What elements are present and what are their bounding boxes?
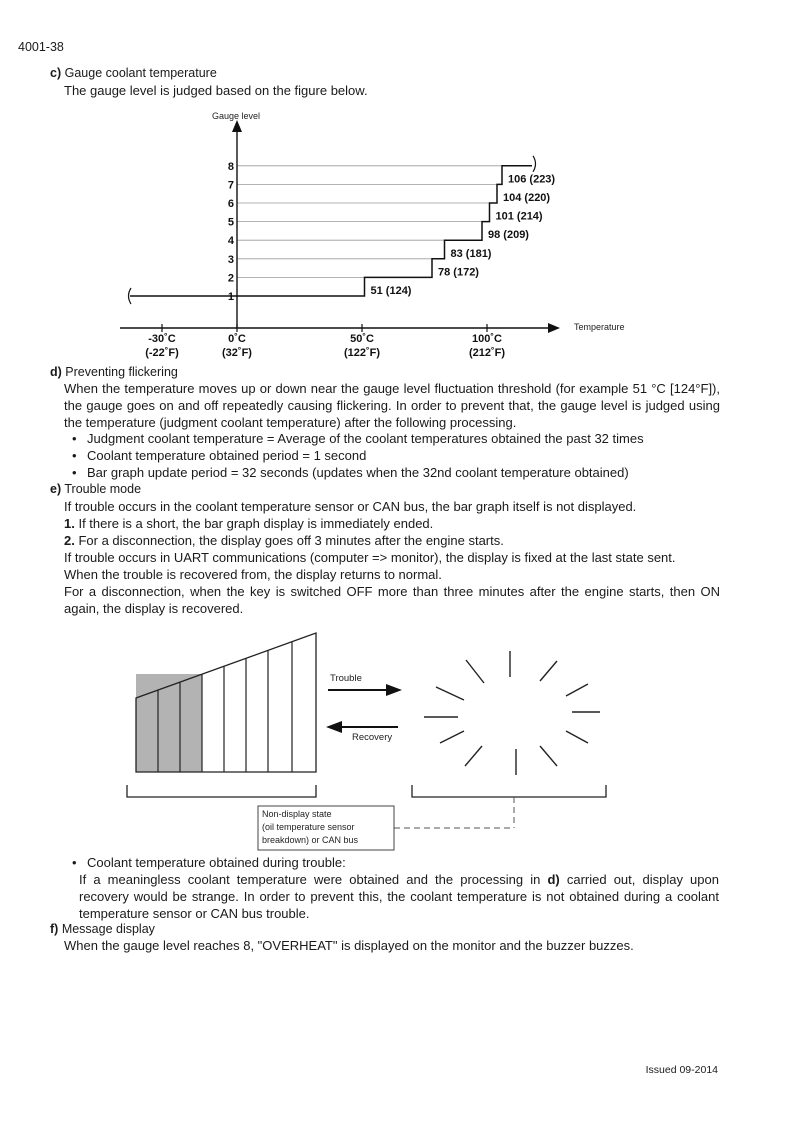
chart-threshold-label: 78 (172) xyxy=(438,266,479,279)
footer-issued: Issued 09-2014 xyxy=(645,1064,718,1076)
chart-x-tick-label: 50˚C xyxy=(350,333,374,345)
chart-y-tick-label: 7 xyxy=(227,179,234,192)
section-d-bullet-2 xyxy=(72,448,366,463)
chart-x-tick-label: -30˚C xyxy=(148,333,176,345)
y-axis-arrow-icon xyxy=(232,120,242,132)
section-e-heading xyxy=(50,482,141,496)
chart-x-tick-label: 100˚C xyxy=(472,333,502,345)
page-number: 4001-38 xyxy=(18,40,64,54)
section-c-intro: The gauge level is judged based on the figure below. xyxy=(64,83,368,98)
bullet-text: Coolant temperature obtained period = 1 second xyxy=(87,448,367,463)
chart-x-tick-sublabel: (122˚F) xyxy=(343,347,381,359)
chart-y-tick-label: 2 xyxy=(227,272,234,285)
bullet-dot: • xyxy=(72,431,77,446)
note-line-3: breakdown) or CAN bus xyxy=(262,835,359,845)
bullet-dot: • xyxy=(72,855,77,870)
trouble-mode-diagram xyxy=(0,625,794,855)
chart-y-tick-label: 5 xyxy=(227,216,234,229)
section-e-line-3: When the trouble is recovered from, the display returns to normal. xyxy=(64,567,442,582)
trouble-label: Trouble xyxy=(330,673,362,684)
note-line-1: Non-display state xyxy=(262,809,332,819)
bullet-dot: • xyxy=(72,448,77,463)
chart-x-axis-title: Temperature xyxy=(574,322,625,332)
bar-segment-filled xyxy=(180,674,202,772)
chart-y-tick-labels xyxy=(228,161,235,303)
chart-y-axis-title: Gauge level xyxy=(211,111,261,121)
chart-threshold-label: 106 (223) xyxy=(508,173,556,186)
axis-break-mark xyxy=(533,156,536,172)
section-d-bullet-1 xyxy=(72,431,644,446)
section-e-line-4: For a disconnection, when the key is switched OFF more than three minutes after the engine starts, then ON again, the display is recovered. xyxy=(64,584,720,616)
chart-y-tick-label: 6 xyxy=(227,198,234,210)
chart-threshold-label: 83 (181) xyxy=(450,247,492,260)
starburst-bracket xyxy=(412,785,606,797)
section-e-bullet xyxy=(72,855,346,870)
chart-x-tick-labels xyxy=(145,333,505,359)
section-d-heading xyxy=(50,365,178,379)
section-d-letter: d) xyxy=(50,365,62,379)
chart-x-tick-label: 0˚C xyxy=(228,333,246,345)
section-e-line-2: If trouble occurs in UART communications (computer => monitor), the display is fixed at the last state sent. xyxy=(64,550,676,565)
section-f-heading xyxy=(50,922,155,936)
section-e-item-2 xyxy=(64,533,724,550)
bar-graph-illustration xyxy=(127,633,316,797)
chart-step-line xyxy=(129,156,536,304)
item-number: 1. xyxy=(64,516,75,531)
chart-threshold-label: 98 (209) xyxy=(488,229,529,242)
chart-y-tick-label: 4 xyxy=(227,235,234,248)
chart-threshold-label: 104 (220) xyxy=(503,192,551,204)
section-e-line-1: If trouble occurs in the coolant temperature sensor or CAN bus, the bar graph itself is not displayed. xyxy=(64,499,637,514)
x-axis-arrow-icon xyxy=(548,323,560,333)
note-line-2: (oil temperature sensor xyxy=(262,822,355,832)
bullet-text: Judgment coolant temperature = Average of the coolant temperatures obtained the past 32 times xyxy=(87,431,644,446)
gauge-level-chart xyxy=(0,100,794,370)
section-c-title: Gauge coolant temperature xyxy=(64,66,217,80)
item-number: 2. xyxy=(64,533,75,548)
bullet-body-part: If a meaningless coolant temperature were obtained and the processing in xyxy=(79,872,541,887)
bullet-dot: • xyxy=(72,465,77,480)
chart-y-tick-label: 8 xyxy=(227,160,234,173)
non-display-starburst-icon xyxy=(424,651,600,775)
chart-x-tick-sublabel: (32˚F) xyxy=(222,347,252,359)
bar-graph-bracket xyxy=(127,785,316,797)
bullet-body-ref: d) xyxy=(547,872,560,887)
chart-axes xyxy=(120,120,560,333)
section-d-title: Preventing flickering xyxy=(65,365,178,379)
section-e-item-1 xyxy=(64,516,724,533)
chart-threshold-label: 101 (214) xyxy=(495,210,543,223)
section-f-paragraph: When the gauge level reaches 8, "OVERHEAT" is displayed on the monitor and the buzzer buzzes. xyxy=(64,938,634,953)
section-f-letter: f) xyxy=(50,922,59,936)
section-c-letter: c) xyxy=(50,66,62,80)
recovery-label: Recovery xyxy=(352,732,393,743)
item-text: For a disconnection, the display goes off 3 minutes after the engine starts. xyxy=(78,533,504,548)
chart-x-tick-sublabel: (212˚F) xyxy=(468,347,506,359)
chart-threshold-labels xyxy=(371,173,556,297)
section-c-heading xyxy=(50,66,217,80)
trouble-arrow-icon xyxy=(328,684,402,696)
chart-y-tick-label: 3 xyxy=(227,253,234,266)
chart-threshold-label: 51 (124) xyxy=(370,285,412,297)
bullet-text: Bar graph update period = 32 seconds (updates when the 32nd coolant temperature obtained) xyxy=(87,465,629,480)
bar-segment-filled xyxy=(136,674,158,772)
section-e-title: Trouble mode xyxy=(64,482,142,496)
section-e-bullet-body xyxy=(79,871,719,922)
chart-x-tick-sublabel: (-22˚F) xyxy=(145,347,179,359)
section-f-title: Message display xyxy=(61,922,155,936)
section-d-bullet-3 xyxy=(72,465,629,480)
chart-y-tick-label: 1 xyxy=(227,291,234,303)
bullet-text: Coolant temperature obtained during trouble: xyxy=(87,855,346,870)
chart-gridlines xyxy=(237,166,517,278)
section-e-letter: e) xyxy=(50,482,62,496)
item-text: If there is a short, the bar graph display is immediately ended. xyxy=(78,516,434,531)
bullet-body-part: carried out, display upon recovery would be strange. In order to prevent this, the coolant temperature is not obtained during a coolant temperature sensor or CAN bus trouble. xyxy=(79,872,719,921)
section-d-paragraph: When the temperature moves up or down near the gauge level fluctuation threshold (for example 51 °C [124°F]), the gauge goes on and off repeatedly causing flickering. In order to prevent that, the gauge level is judged using the temperature (judgment coolant temperature) after the following processing. xyxy=(64,381,720,430)
